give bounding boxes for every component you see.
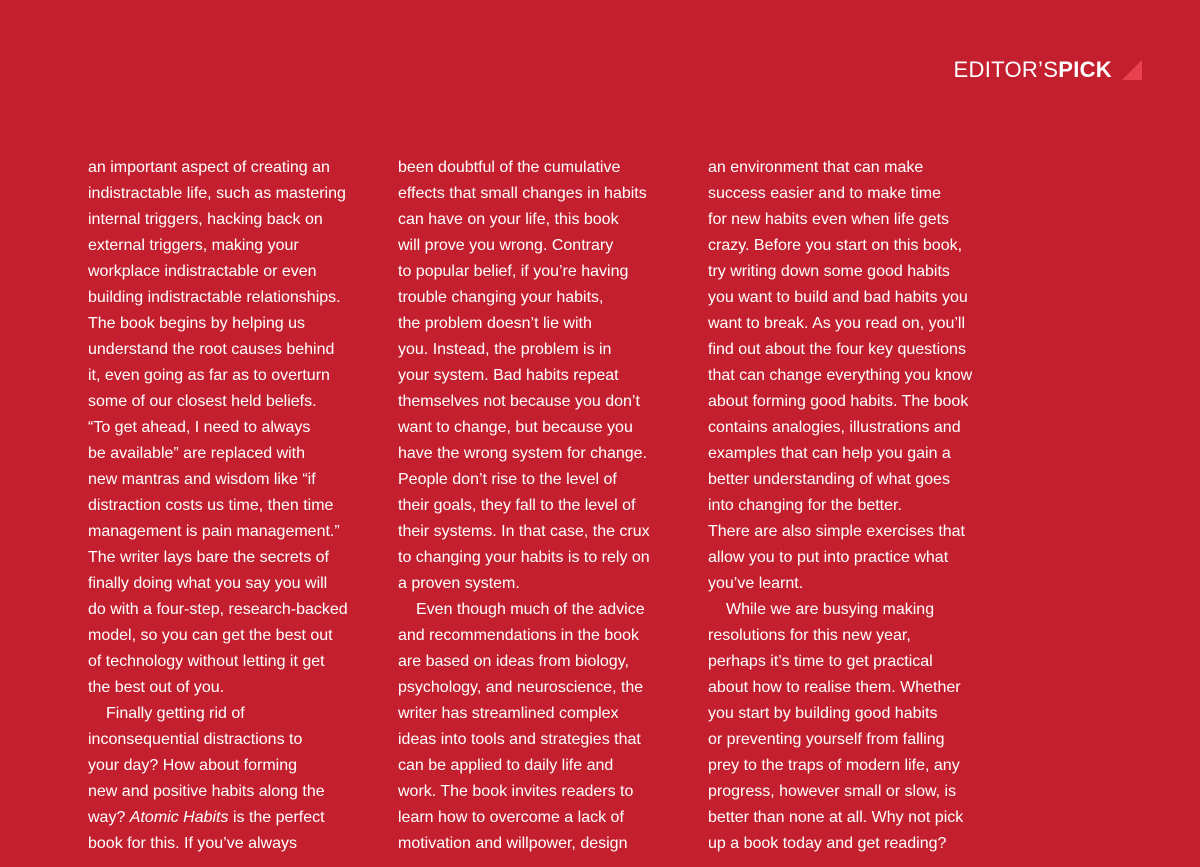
paragraph <box>88 701 378 857</box>
section-label-light: EDITOR’S <box>953 57 1059 82</box>
paragraph: been doubtful of the cumulative effects that small changes in habits can have on your life, this book will prove you wrong. Contrary to popular belief, if you’re having trouble changing your habits, the problem doesn’t lie with you. Instead, the problem is in your system. Bad habits repeat themselves not because you don’t want to change, but because you have the wrong system for change. People don’t rise to the level of their goals, they fall to the level of their systems. In that case, the crux to changing your habits is to rely on a proven system. <box>398 159 650 592</box>
paragraph-text: is the perfect book for this. If you’ve always <box>88 809 325 852</box>
column-2 <box>398 155 688 857</box>
paragraph: an important aspect of creating an indistractable life, such as mastering internal triggers, hacking back on external triggers, making your workplace indistractable or even building indistractable relationships. The book begins by helping us understand the root causes behind it, even going as far as to overturn some of our closest held beliefs. “To get ahead, I need to always be available” are replaced with new mantras and wisdom like “if distraction costs us time, then time management is pain management.” The writer lays bare the secrets of finally doing what you say you will do with a four-step, research-backed model, so you can get the best out of technology without letting it get the best out of you. <box>88 159 348 696</box>
section-label-bold: PICK <box>1058 57 1112 82</box>
column-3 <box>708 155 998 857</box>
column-1 <box>88 155 378 857</box>
book-title: Atomic Habits <box>129 809 229 826</box>
triangle-accent-icon <box>1122 60 1142 80</box>
editors-pick-header <box>954 58 1142 82</box>
paragraph: Even though much of the advice and recommendations in the book are based on ideas from biology, psychology, and neuroscience, the writer has streamlined complex ideas into tools and strategies that can be applied to daily life and work. The book invites readers to learn how to overcome a lack of motivation and willpower, design <box>398 601 645 852</box>
article-body <box>88 155 998 857</box>
section-label <box>954 58 1112 82</box>
paragraph-text: Finally getting rid of inconsequential distractions to your day? How about forming new and positive habits along the way? <box>88 705 325 826</box>
paragraph: an environment that can make success easier and to make time for new habits even when life gets crazy. Before you start on this book, try writing down some good habits you want to build and bad habits you want to break. As you read on, you’ll find out about the four key questions that can change everything you know about forming good habits. The book contains analogies, illustrations and examples that can help you gain a better understanding of what goes into changing for the better. There are also simple exercises that allow you to put into practice what you’ve learnt. <box>708 159 973 592</box>
paragraph: While we are busying making resolutions for this new year, perhaps it’s time to get practical about how to realise them. Whether you start by building good habits or preventing yourself from falling prey to the traps of modern life, any progress, however small or slow, is better than none at all. Why not pick up a book today and get reading? <box>708 601 964 852</box>
